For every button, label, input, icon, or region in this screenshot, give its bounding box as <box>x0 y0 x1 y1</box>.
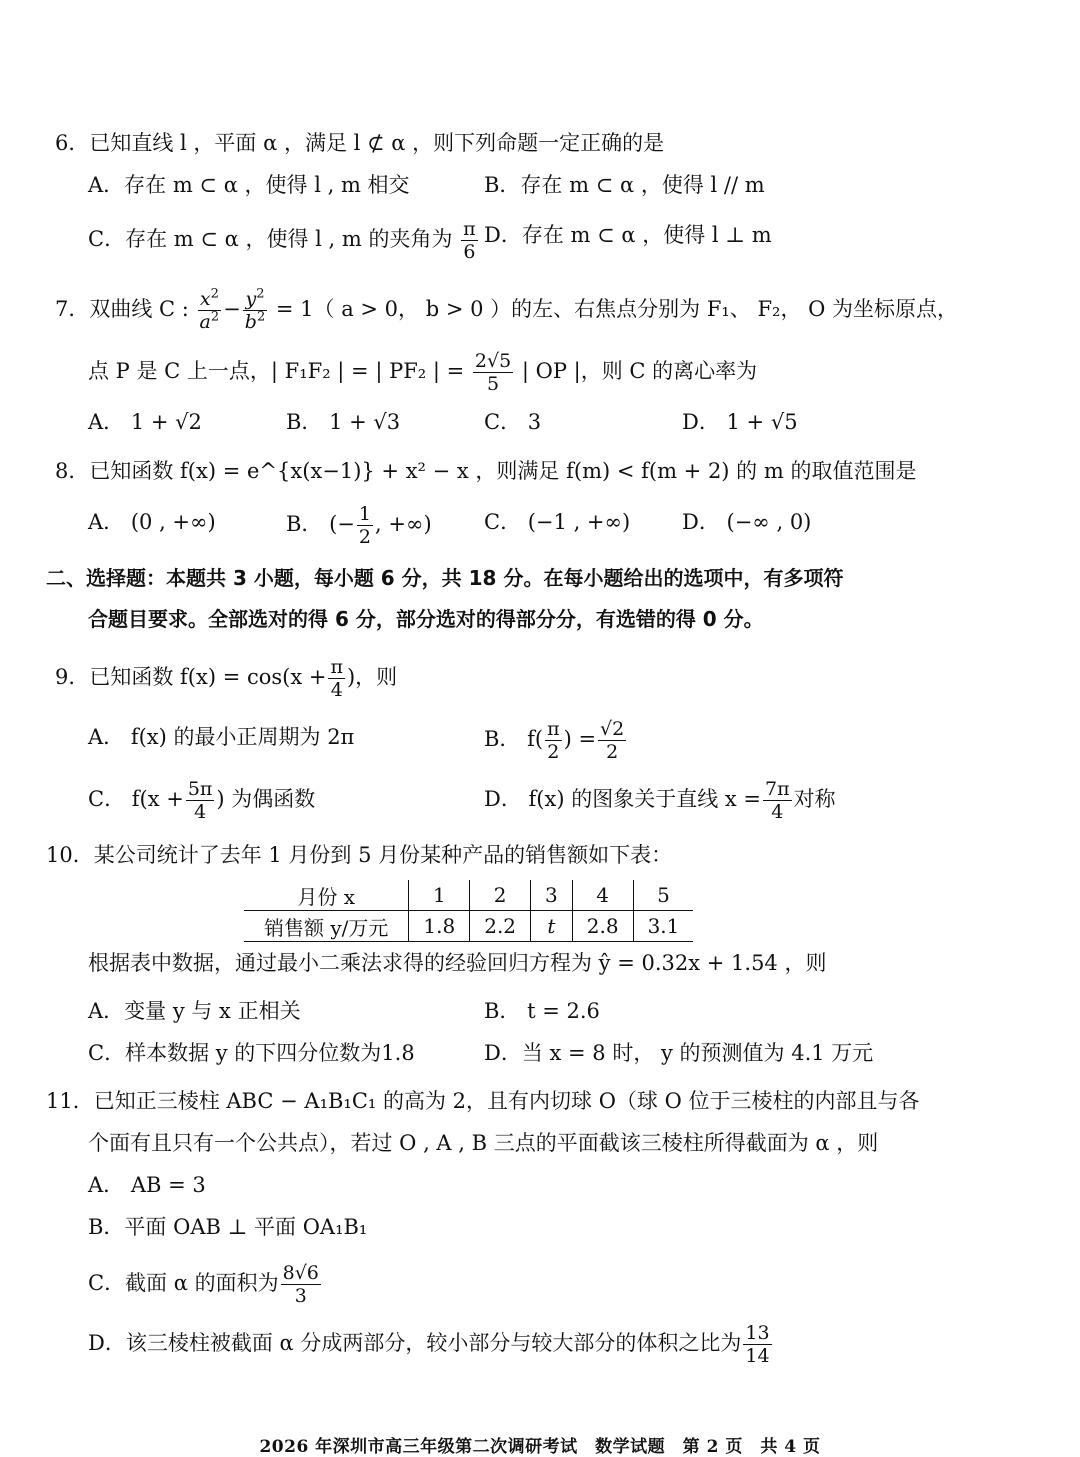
table-cell: 1 <box>409 880 470 911</box>
q6-option-a: A．存在 m ⊂ α ，使得 l , m 相交 <box>88 173 410 197</box>
fraction: $\frac{2√5}{5}$ <box>474 350 512 395</box>
table-cell: 销售额 y/万元 <box>244 911 409 942</box>
q8-option-d: D． (−∞ , 0) <box>682 510 812 534</box>
section2-heading: 二、选择题：本题共 3 小题，每小题 6 分，共 18 分。在每小题给出的选项中，有多项符 <box>46 566 844 590</box>
q11-option-c: C．截面 α 的面积为 $\frac{8√6}{3}$ <box>88 1262 319 1307</box>
section2-instructions: 合题目要求。全部选对的得 6 分，部分选对的得部分分，有选错的得 0 分。 <box>88 607 764 631</box>
q9-option-b: B． f( $\frac{\pi}{2}$ ) = $\frac{√2}{2}$ <box>484 718 625 763</box>
q11-option-a: A． AB = 3 <box>88 1173 206 1197</box>
fraction: $\frac{x^2}{a^2}$ <box>199 286 220 333</box>
table-cell: 3.1 <box>633 911 693 942</box>
fraction: $\frac{\pi}{6}$ <box>463 218 476 263</box>
q10-option-d: D．当 x = 8 时， y 的预测值为 4.1 万元 <box>484 1041 874 1065</box>
q11-stem-line2: 个面有且只有一个公共点），若过 O , A , B 三点的平面截该三棱柱所得截面为 α ，则 <box>88 1131 879 1155</box>
q10-line2: 根据表中数据，通过最小二乘法求得的经验回归方程为 ŷ = 0.32x + 1.54 ，则 <box>88 951 827 975</box>
table-cell: 3 <box>531 880 573 911</box>
q10-option-c: C．样本数据 y 的下四分位数为1.8 <box>88 1041 415 1065</box>
table-cell: 月份 x <box>244 880 409 911</box>
fraction: $\frac{5\pi}{4}$ <box>187 778 213 823</box>
page-footer: 2026 年深圳市高三年级第二次调研考试 数学试题 第 2 页 共 4 页 <box>259 1437 821 1457</box>
q7-option-d: D． 1 + √5 <box>682 410 798 434</box>
q8-option-a: A． (0 , +∞) <box>88 510 216 534</box>
fraction: $\frac{1}{2}$ <box>358 503 371 548</box>
table-cell: t <box>531 911 573 942</box>
q6-option-b: B．存在 m ⊂ α ，使得 l // m <box>484 173 765 197</box>
fraction: $\frac{8√6}{3}$ <box>282 1262 319 1307</box>
q6-option-d: D．存在 m ⊂ α ，使得 l ⊥ m <box>484 223 772 247</box>
q11-stem-line1: 11．已知正三棱柱 ABC − A₁B₁C₁ 的高为 2，且有内切球 O（球 O 位于三棱柱的内部且与各 <box>46 1089 920 1113</box>
fraction: $\frac{\pi}{4}$ <box>330 656 343 701</box>
q10-option-a: A．变量 y 与 x 正相关 <box>88 999 301 1023</box>
fraction: $\frac{7\pi}{4}$ <box>764 778 790 823</box>
q7-stem: 7．双曲线 C : $\frac{x^2}{a^2}$ − $\frac{y^2}{b^2}$ = 1（ a > 0， b > 0 ）的左、右焦点分别为 F₁、 F₂， O 为坐标原点， <box>55 286 959 333</box>
table-row <box>244 911 693 942</box>
table-cell: 2.8 <box>572 911 633 942</box>
q9-option-a: A． f(x) 的最小正周期为 2π <box>88 725 355 749</box>
q8-option-c: C． (−1 , +∞) <box>484 510 631 534</box>
table-row <box>244 880 693 911</box>
fraction: $\frac{13}{14}$ <box>745 1322 770 1367</box>
q11-option-b: B．平面 OAB ⊥ 平面 OA₁B₁ <box>88 1215 368 1239</box>
fraction: $\frac{√2}{2}$ <box>600 718 625 763</box>
q9-option-c: C． f(x + $\frac{5\pi}{4}$ ) 为偶函数 <box>88 778 316 823</box>
table-cell: 1.8 <box>409 911 470 942</box>
fraction: $\frac{\pi}{2}$ <box>547 718 560 763</box>
q8-stem: 8．已知函数 f(x) = e^{x(x−1)} + x² − x ，则满足 f(m) < f(m + 2) 的 m 的取值范围是 <box>55 459 917 483</box>
table-cell: 2 <box>470 880 531 911</box>
q7-option-b: B． 1 + √3 <box>286 410 401 434</box>
q7-option-a: A． 1 + √2 <box>88 410 202 434</box>
table-cell: 4 <box>572 880 633 911</box>
q6-stem: 6．已知直线 l ，平面 α ，满足 l ⊄ α ，则下列命题一定正确的是 <box>55 131 665 155</box>
table-cell: 5 <box>633 880 693 911</box>
q10-option-b: B． t = 2.6 <box>484 999 600 1023</box>
q9-stem: 9．已知函数 f(x) = cos(x + $\frac{\pi}{4}$ )，则 <box>55 656 398 701</box>
q9-option-d: D． f(x) 的图象关于直线 x = $\frac{7\pi}{4}$ 对称 <box>484 778 836 823</box>
q11-option-d: D．该三棱柱被截面 α 分成两部分，较小部分与较大部分的体积之比为 $\frac{13}{14}$ <box>88 1322 770 1367</box>
q8-option-b: B． (− $\frac{1}{2}$ , +∞) <box>286 503 432 548</box>
fraction: $\frac{y^2}{b^2}$ <box>244 286 266 333</box>
q6-option-c <box>88 218 480 263</box>
q6-option-c-text: C．存在 m ⊂ α ，使得 l , m 的夹角为 <box>88 227 453 251</box>
q7-line2: 点 P 是 C 上一点，| F₁F₂ | = | PF₂ | = $\frac{2√5}{5}$ | OP |，则 C 的离心率为 <box>88 350 758 395</box>
sales-table <box>244 880 693 942</box>
table-cell: 2.2 <box>470 911 531 942</box>
q7-option-c: C． 3 <box>484 410 542 434</box>
q10-stem: 10．某公司统计了去年 1 月份到 5 月份某种产品的销售额如下表： <box>46 843 673 867</box>
